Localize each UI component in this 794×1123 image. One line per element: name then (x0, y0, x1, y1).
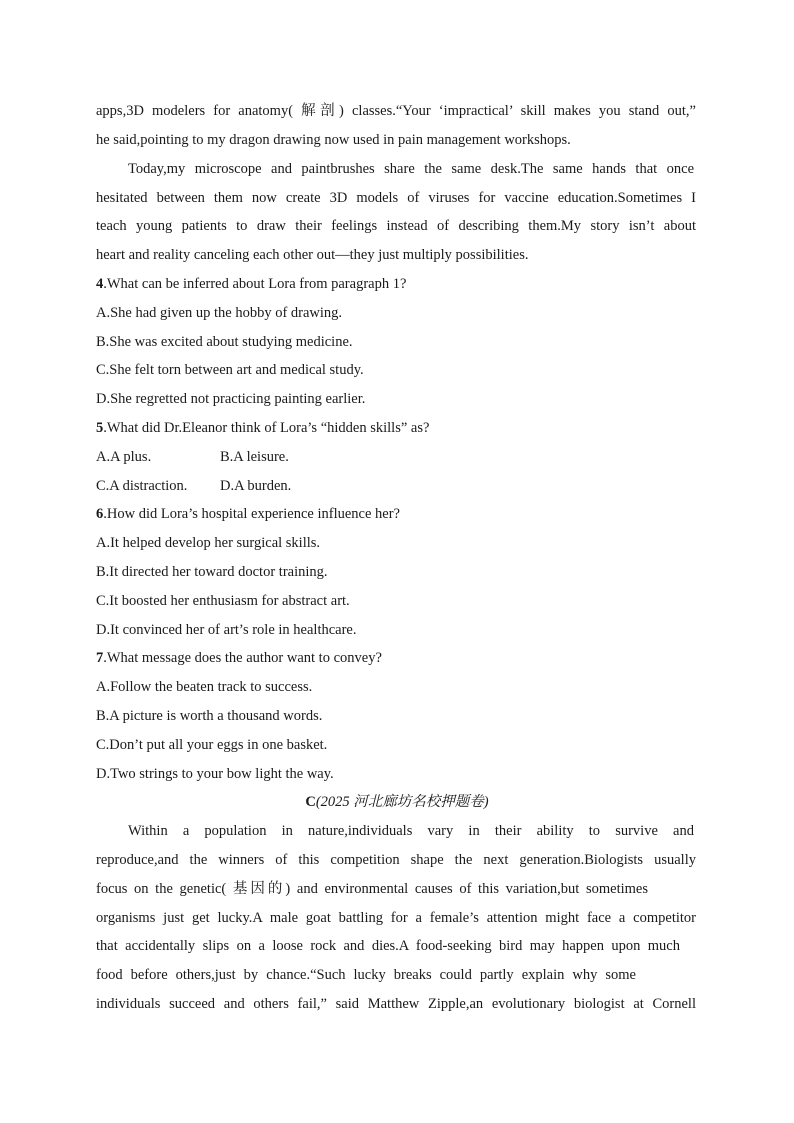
passage-line: organisms just get lucky.A male goat battling for a female’s attention might face a competitor (96, 910, 696, 926)
passage-line: heart and reality canceling each other out—they just multiply possibilities. (96, 247, 529, 263)
option-b: B.A picture is worth a thousand words. (96, 708, 323, 724)
passage-line: apps,3D modelers for anatomy( 解剖) classes.“Your ‘impractical’ skill makes you stand out,” (96, 103, 696, 119)
passage-line: Within a population in nature,individuals vary in their ability to survive and (128, 823, 694, 839)
section-letter: C (305, 794, 316, 810)
question-text: .What can be inferred about Lora from paragraph 1? (103, 276, 407, 292)
passage-line: food before others,just by chance.“Such lucky breaks could partly explain why some (96, 967, 636, 983)
passage-line: that accidentally slips on a loose rock and dies.A food-seeking bird may happen upon much (96, 938, 680, 954)
passage-line: teach young patients to draw their feelings instead of describing them.My story isn’t about (96, 218, 696, 234)
passage-line: reproduce,and the winners of this competition shape the next generation.Biologists usually (96, 852, 696, 868)
option-c: C.Don’t put all your eggs in one basket. (96, 737, 328, 753)
passage-line: Today,my microscope and paintbrushes share the same desk.The same hands that once (128, 161, 694, 177)
question-number: 5 (96, 420, 104, 436)
option-d: D.Two strings to your bow light the way. (96, 766, 334, 782)
section-source: (2025 河北廊坊名校押题卷) (315, 794, 489, 810)
question-7-stem (96, 648, 696, 668)
option-d: D.It convinced her of art’s role in healthcare. (96, 622, 357, 638)
option-d: D.A burden. (220, 478, 292, 494)
option-a: A.She had given up the hobby of drawing. (96, 305, 343, 321)
option-c: C.A distraction. (96, 478, 188, 494)
question-number: 4 (96, 276, 104, 292)
option-a: A.Follow the beaten track to success. (96, 679, 313, 695)
question-number: 6 (96, 506, 104, 522)
question-text: .What message does the author want to convey? (103, 650, 382, 666)
question-6-stem (96, 504, 696, 524)
question-text: .How did Lora’s hospital experience influence her? (103, 506, 400, 522)
section-c-heading (0, 792, 794, 812)
passage-line: he said,pointing to my dragon drawing now used in pain management workshops. (96, 132, 571, 148)
question-5-stem (96, 418, 696, 438)
option-b: B.A leisure. (220, 449, 289, 465)
question-number: 7 (96, 650, 104, 666)
option-d: D.She regretted not practicing painting earlier. (96, 391, 366, 407)
option-b: B.She was excited about studying medicine. (96, 334, 353, 350)
question-4-stem (96, 274, 696, 294)
option-a: A.It helped develop her surgical skills. (96, 535, 321, 551)
passage-line: individuals succeed and others fail,” said Matthew Zipple,an evolutionary biologist at Cornell (96, 996, 696, 1012)
option-a: A.A plus. (96, 449, 152, 465)
option-c: C.It boosted her enthusiasm for abstract art. (96, 593, 350, 609)
passage-line: hesitated between them now create 3D models of viruses for vaccine education.Sometimes I (96, 190, 696, 206)
passage-line: focus on the genetic( 基因的) and environmental causes of this variation,but sometimes (96, 881, 648, 897)
option-c: C.She felt torn between art and medical study. (96, 362, 364, 378)
option-b: B.It directed her toward doctor training. (96, 564, 328, 580)
question-text: .What did Dr.Eleanor think of Lora’s “hidden skills” as? (103, 420, 430, 436)
